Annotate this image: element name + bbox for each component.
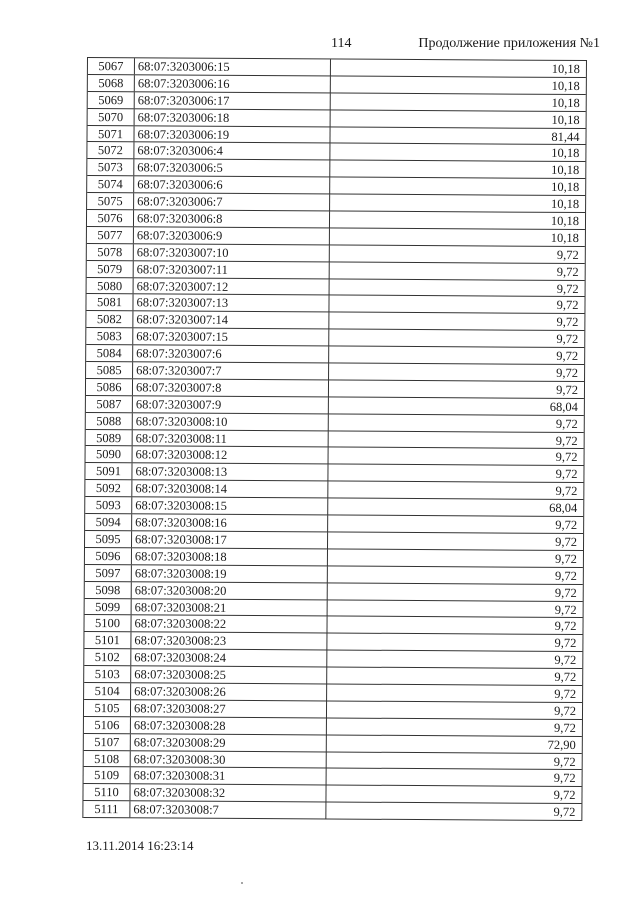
cadastral-number-cell: 68:07:3203008:15 [132,497,328,514]
row-number-cell: 5095 [85,531,132,547]
value-cell: 9,72 [554,686,577,701]
cadastral-number-cell: 68:07:3203007:8 [133,379,329,396]
cadastral-number-cell: 68:07:3203008:27 [131,700,327,717]
value-cell: 9,72 [555,467,578,482]
row-number-cell: 5081 [86,294,133,310]
row-number-cell: 5098 [85,582,132,598]
value-cell: 9,72 [554,619,577,634]
cadastral-number-cell: 68:07:3203007:12 [134,278,330,295]
row-number-cell: 5093 [85,497,132,513]
row-number-cell: 5069 [88,92,135,108]
print-timestamp: 13.11.2014 16:23:14 [86,838,194,853]
page-number: 114 [331,36,352,51]
value-cell: 9,72 [555,433,578,448]
value-cell: 10,18 [551,146,580,161]
value-cell: 9,72 [555,450,578,465]
row-number-cell: 5086 [86,379,133,395]
cadastral-number-cell: 68:07:3203008:18 [132,548,328,565]
value-cell: 9,72 [555,484,578,499]
value-cell: 9,72 [554,703,577,718]
row-number-cell: 5104 [84,683,131,699]
value-cell: 9,72 [554,585,577,600]
cadastral-number-cell: 68:07:3203008:17 [132,531,328,548]
cadastral-number-cell: 68:07:3203007:6 [133,345,329,362]
value-cell: 10,18 [550,230,579,245]
cadastral-number-cell: 68:07:3203008:12 [133,447,329,464]
value-cell: 81,44 [551,129,580,144]
value-cell: 9,72 [554,602,577,617]
row-number-cell: 5091 [85,463,132,479]
cadastral-number-cell: 68:07:3203008:11 [133,430,329,447]
row-number-cell: 5106 [84,717,131,733]
value-cell: 9,72 [554,669,577,685]
cadastral-number-cell: 68:07:3203008:20 [132,582,328,599]
row-number-cell: 5111 [83,801,130,817]
cadastral-number-cell: 68:07:3203008:13 [132,464,328,481]
cadastral-number-cell: 68:07:3203008:28 [131,717,327,734]
cadastral-number-cell: 68:07:3203008:21 [132,599,328,616]
cadastral-number-cell: 68:07:3203006:8 [134,210,330,227]
cadastral-number-cell: 68:07:3203008:31 [131,768,327,785]
row-number-cell: 5078 [87,244,134,260]
value-cell: 9,72 [556,281,579,296]
cadastral-number-cell: 68:07:3203008:26 [131,683,327,700]
row-number-cell: 5105 [84,700,131,716]
cadastral-number-cell: 68:07:3203006:4 [134,143,330,160]
cadastral-number-cell: 68:07:3203007:7 [133,362,329,379]
row-number-cell: 5103 [84,666,131,682]
value-cell: 9,72 [555,416,578,431]
row-number-cell: 5077 [87,227,134,243]
cadastral-number-cell: 68:07:3203008:10 [133,413,329,430]
value-cell: 10,18 [551,78,580,93]
cadastral-number-cell: 68:07:3203006:15 [135,58,331,75]
cadastral-number-cell: 68:07:3203007:15 [133,329,329,346]
row-number-cell: 5101 [84,632,131,648]
row-number-cell: 5073 [87,159,134,175]
cadastral-number-cell: 68:07:3203008:29 [131,734,327,751]
cadastral-number-cell: 68:07:3203006:5 [134,160,330,177]
page-header [0,36,640,54]
value-cell: 9,72 [556,332,579,347]
cadastral-number-cell: 68:07:3203006:17 [135,92,331,109]
cadastral-number-cell: 68:07:3203008:22 [131,616,327,633]
row-number-cell: 5087 [86,396,133,412]
cadastral-number-cell: 68:07:3203006:16 [135,75,331,92]
row-number-cell: 5096 [85,548,132,564]
cadastral-number-cell: 68:07:3203008:25 [131,666,327,683]
cadastral-number-cell: 68:07:3203007:14 [133,312,329,329]
value-cell: 9,72 [556,382,579,397]
row-number-cell: 5084 [86,345,133,361]
row-number-cell: 5109 [84,767,131,783]
cadastral-number-cell: 68:07:3203008:24 [131,649,327,666]
value-cell: 68,04 [549,500,578,516]
cadastral-number-cell: 68:07:3203008:19 [132,565,328,582]
row-number-cell: 5107 [84,734,131,750]
cadastral-number-cell: 68:07:3203006:6 [134,177,330,194]
row-number-cell: 5092 [85,480,132,496]
cadastral-number-cell: 68:07:3203007:9 [133,396,329,413]
table-row [83,801,581,821]
value-cell: 9,72 [556,264,579,279]
cadastral-number-cell: 68:07:3203008:14 [132,481,328,498]
row-number-cell: 5099 [85,598,132,614]
value-cell: 9,72 [556,298,579,313]
row-number-cell: 5080 [87,278,134,294]
cadastral-number-cell: 68:07:3203006:18 [135,109,331,126]
value-cell: 9,72 [556,315,579,330]
continuation-label: Продолжение приложения №1 [418,36,600,51]
value-cell: 9,72 [553,754,576,769]
value-cell: 9,72 [553,788,576,803]
value-cell: 10,18 [551,180,580,195]
value-cell: 10,18 [551,163,580,178]
row-number-cell: 5079 [87,261,134,277]
value-cell: 10,18 [550,196,580,212]
row-number-cell: 5100 [84,615,131,631]
cadastral-number-cell: 68:07:3203008:30 [131,751,327,768]
value-cell: 9,72 [556,365,579,381]
value-cell: 10,18 [551,112,580,127]
row-number-cell: 5085 [86,362,133,378]
value-cell: 10,18 [551,95,580,110]
row-number-cell: 5110 [83,784,130,800]
value-cell: 68,04 [549,399,578,414]
row-number-cell: 5090 [86,446,133,462]
cadastral-number-cell: 68:07:3203008:7 [130,801,326,818]
row-number-cell: 5071 [87,126,134,142]
row-number-cell: 5070 [88,109,135,125]
row-number-cell: 5108 [84,751,131,767]
row-number-cell: 5082 [86,311,133,327]
value-cell: 9,72 [554,568,577,583]
value-cell: 9,72 [555,551,577,566]
row-number-cell: 5102 [84,649,131,665]
row-number-cell: 5094 [85,514,132,530]
row-number-cell: 5097 [85,565,132,581]
cadastral-number-cell: 68:07:3203006:19 [134,126,330,143]
value-cell: 72,90 [547,737,576,752]
value-cell: 9,72 [556,247,579,262]
value-cell: 9,72 [554,636,577,651]
value-cell: 9,72 [555,534,578,549]
row-number-cell: 5075 [87,193,134,209]
cadastral-number-cell: 68:07:3203007:10 [134,244,330,261]
row-number-cell: 5067 [88,58,135,74]
cadastral-table [82,57,587,821]
cadastral-number-cell: 68:07:3203006:9 [134,227,330,244]
row-number-cell: 5072 [87,142,134,158]
value-cell: 9,72 [553,805,576,820]
row-number-cell: 5076 [87,210,134,226]
value-cell: 10,18 [551,61,580,77]
row-number-cell: 5089 [86,430,133,446]
scan-speck [241,882,243,884]
value-cell: 9,72 [554,653,577,668]
cadastral-number-cell: 68:07:3203008:32 [130,785,326,802]
row-number-cell: 5083 [86,328,133,344]
value-cell: 9,72 [553,771,576,786]
value-cell: 9,72 [555,517,578,533]
cadastral-number-cell: 68:07:3203007:13 [133,295,329,312]
value-cell: 9,72 [556,349,579,364]
row-number-cell: 5088 [86,413,133,429]
row-number-cell: 5068 [88,75,135,91]
cadastral-number-cell: 68:07:3203006:7 [134,193,330,210]
value-cell: 9,72 [553,720,576,735]
cadastral-number-cell: 68:07:3203008:16 [132,514,328,531]
row-number-cell: 5074 [87,176,134,192]
value-cell: 10,18 [550,213,580,229]
cadastral-number-cell: 68:07:3203008:23 [131,633,327,650]
cadastral-number-cell: 68:07:3203007:11 [134,261,330,278]
